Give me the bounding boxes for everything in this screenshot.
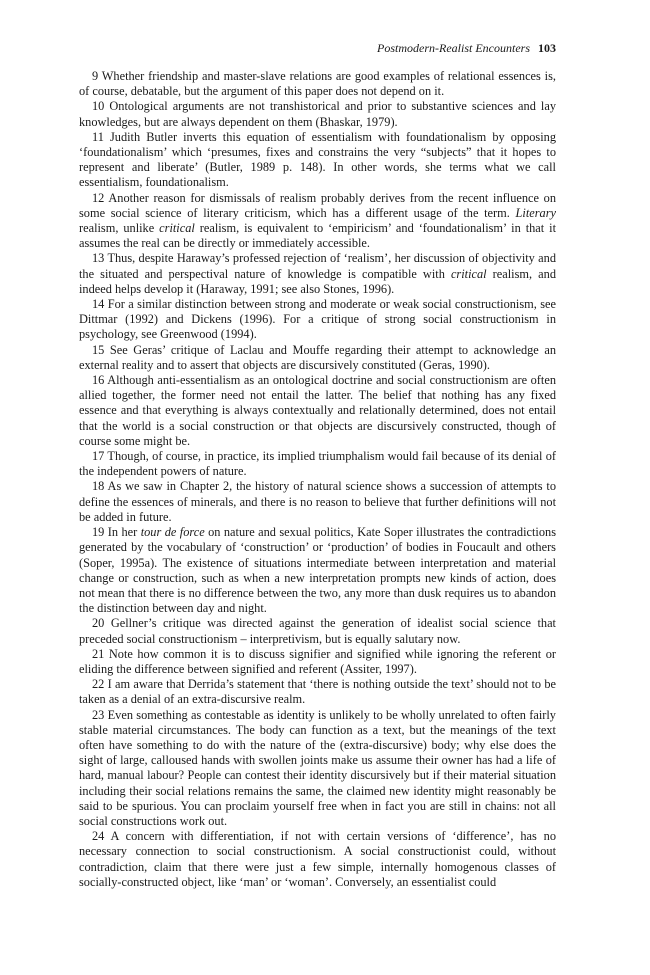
note-number: 11	[92, 129, 104, 144]
note-number: 15	[92, 342, 105, 357]
note-italic: Literary	[515, 205, 556, 220]
endnote-14	[79, 297, 556, 343]
endnote-20	[79, 616, 556, 646]
note-text: on nature and sexual politics, Kate Soper illustrates the contradictions generated by the vocabulary of ‘construction’ or ‘production’ of bodies in Foucault and others (Soper, 1995a). The existence of situations intermediate between interpretation and material change or construction, such as when a new interpretation prompts new kinds of action, does not mean that there is no difference between the two, any more than dusk requires us to abandon the distinction between day and night.	[79, 525, 557, 616]
note-text: I am aware that Derrida’s statement that ‘there is nothing outside the text’ should not to be taken as a denial of an extra-discursive realm.	[79, 677, 556, 707]
note-number: 18	[92, 479, 105, 494]
page-number: 103	[538, 41, 556, 55]
endnote-21	[79, 647, 556, 677]
endnote-17	[79, 449, 556, 479]
endnote-19	[79, 525, 556, 616]
note-number: 21	[92, 646, 105, 661]
note-text: Note how common it is to discuss signifier and signified while ignoring the referent or eliding the difference between signified and referent (Assiter, 1997).	[79, 646, 556, 676]
note-text: Even something as contestable as identity is unlikely to be wholly unrelated to often fairly stable material circumstances. The body can function as a text, but the meanings of the text often have something to do with the nature of the (extra-discursive) body; why else does the sight of large, calloused hands with swollen joints make us assume their owner has had a life of hard, manual labour? People can contest their identity discursively but if their material situation including their social relations remains the same, the claimed new identity might reasonably be said to be spurious. You can proclaim yourself free when in fact you are still in chains: not all social constructions work out.	[79, 707, 556, 828]
running-head	[377, 40, 556, 56]
note-text: For a similar distinction between strong and moderate or weak social constructionism, see Dittmar (1992) and Dickens (1996). For a critique of strong social constructionism in psychology, see Greenwood (1994).	[79, 297, 556, 342]
note-number: 17	[92, 449, 105, 464]
note-text: See Geras’ critique of Laclau and Mouffe regarding their attempt to acknowledge an external reality and to assert that objects are discursively constituted (Geras, 1990).	[79, 342, 556, 372]
note-text: Thus, despite Haraway’s professed rejection of ‘realism’, her discussion of objectivity and the situated and perspectival nature of knowledge is compatible with	[79, 251, 556, 281]
note-number: 20	[92, 616, 105, 631]
note-text: As we saw in Chapter 2, the history of natural science shows a succession of attempts to define the essences of minerals, and there is no reason to believe that further definitions will not be added in future.	[79, 479, 556, 524]
note-text: realism, is equivalent to ‘empiricism’ and ‘foundationalism’ in that it assumes the real can be directly or immediately accessible.	[79, 221, 556, 251]
note-number: 24	[92, 829, 105, 844]
note-text: A concern with differentiation, if not with certain versions of ‘difference’, has no necessary connection to social constructionism. A social constructionist could, without contradiction, claim that there were just a few simple, internally homogenous classes of socially-constructed object, like ‘man’ or ‘woman’. Conversely, an essentialist could	[79, 829, 556, 889]
note-text: Gellner’s critique was directed against the generation of idealist social science that preceded social constructionism – interpretivism, but is equally salutary now.	[79, 616, 556, 646]
note-italic: critical	[159, 221, 195, 236]
note-number: 23	[92, 707, 105, 722]
note-text: realism, and indeed helps develop it (Haraway, 1991; see also Stones, 1996).	[79, 266, 556, 296]
note-italic: critical	[450, 266, 487, 281]
running-title: Postmodern-Realist Encounters	[377, 41, 530, 55]
note-text: Although anti-essentialism as an ontological doctrine and social constructionism are often allied together, the former need not entail the latter. The belief that nothing has any fixed essence and that everything is always contextually and relationally determined, does not entail that the world is a social construction or that objects are discursively constructed, though of course some might be.	[79, 373, 556, 448]
note-text: realism, unlike	[79, 221, 160, 236]
endnote-16	[79, 373, 556, 449]
endnote-11	[79, 130, 556, 191]
endnote-24	[79, 829, 556, 890]
note-text: Another reason for dismissals of realism probably derives from the recent influence on some social science of literary criticism, which has a different usage of the term.	[79, 190, 556, 220]
note-number: 14	[92, 297, 105, 312]
endnote-12	[79, 191, 556, 252]
endnote-15	[79, 343, 556, 373]
note-italic: tour de force	[140, 525, 205, 540]
note-number: 10	[92, 99, 105, 114]
note-text: In her	[107, 525, 141, 540]
note-number: 12	[92, 190, 105, 205]
note-number: 9	[92, 69, 99, 83]
endnote-22	[79, 677, 556, 707]
endnote-10	[79, 99, 556, 129]
note-text: Ontological arguments are not transhistorical and prior to substantive sciences and lay knowledges, but are always dependent on them (Bhaskar, 1979).	[79, 99, 556, 129]
note-number: 22	[92, 677, 105, 692]
note-number: 19	[92, 525, 105, 540]
endnote-9	[79, 69, 556, 99]
endnote-13	[79, 251, 556, 297]
endnotes-list	[79, 69, 556, 890]
endnote-23	[79, 708, 556, 830]
note-number: 13	[92, 251, 105, 266]
endnote-18	[79, 479, 556, 525]
note-text: Though, of course, in practice, its implied triumphalism would fail because of its denial of the independent powers of nature.	[79, 449, 556, 479]
note-text: Whether friendship and master-slave relations are good examples of relational essences is, of course, debatable, but the argument of this paper does not depend on it.	[79, 69, 556, 99]
note-number: 16	[92, 373, 105, 388]
note-text: Judith Butler inverts this equation of essentialism with foundationalism by opposing ‘foundationalism’ which ‘presumes, fixes and constrains the very “subjects” that it hopes to represent and liberate’ (Butler, 1989 p. 148). In other words, she terms what we call essentialism, foundationalism.	[79, 129, 556, 190]
